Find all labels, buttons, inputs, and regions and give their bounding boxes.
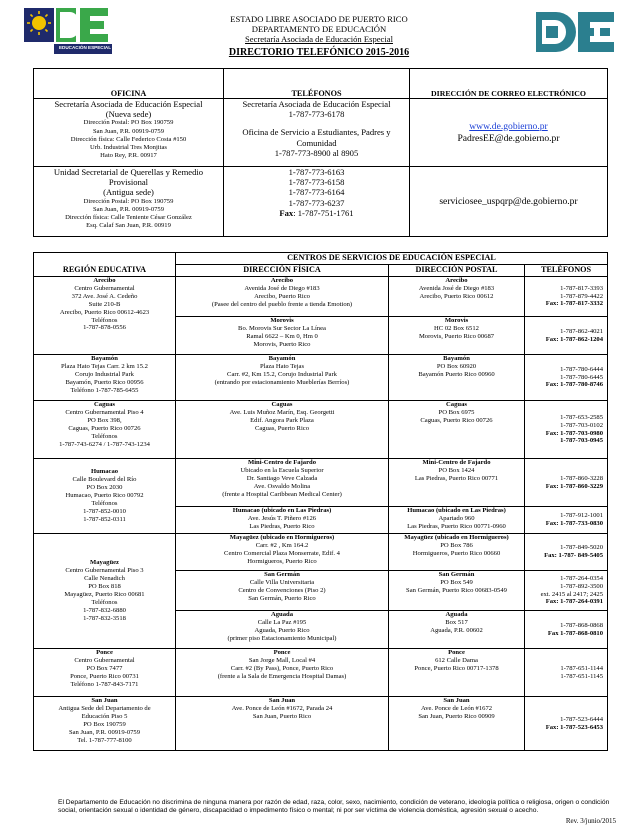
address-line: Box 517	[445, 618, 468, 626]
phone-cell	[525, 611, 608, 649]
region-line: PO Box 398,	[87, 416, 122, 424]
region-line: Centro Gubernamental Piso 3	[65, 567, 144, 575]
address-line: Morovis, Puerto Rico	[253, 340, 311, 348]
postal-cell	[389, 571, 525, 611]
phone-number: 1-787-849-5020	[560, 544, 604, 552]
region-line: PO Box 2030	[86, 484, 123, 492]
phones-line: 1-787-773-6178	[288, 109, 345, 120]
de-logo	[532, 8, 618, 56]
center-name: Mini-Centro de Fajardo	[422, 459, 491, 466]
logo-caption: EDUCACIÓN ESPECIAL	[58, 45, 112, 50]
address-line: Avenida José de Diego #183	[244, 284, 320, 292]
address-line: Bayamón Puerto Rico 00960	[418, 370, 495, 378]
email-address[interactable]: serviciosee_uspqrp@de.gobierno.pr	[439, 195, 578, 207]
phone-cell	[525, 534, 608, 571]
physical-cell	[176, 459, 389, 507]
address-line: Aguada, P.R. 00602	[430, 626, 483, 634]
center-name: Mayagüez (ubicado en Hormigueros)	[404, 534, 509, 541]
fax-number: : 1-787-751-1761	[293, 207, 354, 218]
address-line: PO Box 60920	[436, 362, 477, 370]
region-line: Calle Nenadich	[84, 575, 125, 583]
region-line: 1-787-832-3518	[83, 614, 126, 622]
region-name: Bayamón	[91, 355, 118, 362]
address-line: (frente a Hospital Caribbean Medical Center)	[222, 490, 342, 498]
phones-cell	[224, 99, 410, 167]
phone-cell	[525, 571, 608, 611]
address-line: Ave. Ponce de León #1672	[420, 704, 493, 712]
center-name: San Juan	[443, 697, 470, 704]
phone-number: 1-787-780-6445	[560, 373, 604, 381]
fax-number: Fax: 1-787-860-3229	[545, 482, 604, 490]
center-name: Mini-Centro de Fajardo	[247, 459, 316, 466]
phone-number: 1-787-892-3500	[560, 582, 604, 590]
region-line: Bayamón, Puerto Rico 00956	[65, 378, 144, 386]
address-line: San Juan, Puerto Rico	[252, 712, 312, 720]
center-row	[34, 401, 608, 459]
region-name: Arecibo	[93, 277, 116, 284]
address-line: (frente a la Sala de Emergencia Hospital Damas)	[217, 672, 347, 680]
address-line: Las Piedras, Puerto Rico	[249, 522, 315, 530]
address-line: Apartado 960	[438, 514, 475, 522]
office-line: Esq. Calaf San Juan, P.R. 00919	[86, 222, 171, 230]
address-line: Carr. #2, Km 15.2, Corujo Industrial Park	[227, 370, 337, 378]
center-row	[34, 697, 608, 751]
postal-cell	[389, 277, 525, 317]
region-cell	[34, 649, 176, 697]
address-line: PO Box 6975	[438, 408, 475, 416]
region-line: Educación Piso 5	[81, 712, 128, 720]
center-name: Caguas	[446, 401, 467, 408]
fax-label: Fax	[279, 207, 294, 218]
postal-cell	[389, 401, 525, 459]
address-line: Centro Comercial Plaza Monserrate, Edif. 4	[224, 549, 340, 557]
revision-date: Rev. 3/junio/2015	[565, 817, 616, 825]
address-line: Edif. Angora Park Plaza	[250, 416, 314, 424]
office-name: Unidad Secretarial de Querellas y Remedio	[53, 167, 204, 177]
col-office: OFICINA	[34, 69, 224, 99]
region-cell	[34, 534, 176, 649]
center-name: San Germán	[264, 571, 300, 578]
address-line: Dr. Santiago Veve Calzada	[246, 474, 318, 482]
center-row	[34, 355, 608, 401]
center-name: Bayamón	[443, 355, 470, 362]
col-email	[410, 69, 608, 99]
address-line: (primer piso Estacionamiento Municipal)	[227, 634, 337, 642]
fax-number: Fax: 1-787-817-3332	[545, 300, 604, 308]
phone-number: 1-787-653-2585	[560, 413, 604, 421]
phones-line: 1-787-773-6163	[288, 167, 345, 177]
physical-cell	[176, 355, 389, 401]
address-line: Morovis, Puerto Rico 00687	[418, 332, 495, 340]
region-cell	[34, 277, 176, 355]
address-line: Ave. Ponce de León #1672, Parada 24	[231, 704, 333, 712]
center-row	[34, 459, 608, 507]
address-line: Avenida José de Diego #183	[418, 284, 495, 292]
phones-line: 1-787-773-8900 al 8905	[274, 147, 359, 158]
office-line: Urb. Industrial Tres Monjitas	[90, 144, 167, 152]
col-region	[34, 253, 176, 277]
col-phones: TELÉFONOS	[525, 265, 608, 277]
offices-table	[33, 68, 608, 237]
office-line: Hato Rey, P.R. 00917	[100, 152, 157, 160]
website-link[interactable]: www.de.gobierno.pr	[469, 120, 548, 132]
department-title: DEPARTAMENTO DE EDUCACIÓN	[251, 24, 387, 34]
fax-number: Fax: 1-787- 849-5405	[544, 552, 604, 559]
address-line: Plaza Hato Tejas	[259, 362, 305, 370]
address-line: PO Box 1424	[438, 466, 475, 474]
address-line: Caguas, Puerto Rico 00726	[420, 416, 493, 424]
address-line: Hormigueros, Puerto Rico	[247, 557, 317, 565]
phones-spacer	[225, 119, 408, 127]
office-row	[34, 167, 608, 237]
physical-cell	[176, 571, 389, 611]
center-name: Morovis	[270, 317, 294, 324]
phones-cell	[224, 167, 410, 237]
address-line: HC 02 Box 6512	[434, 324, 479, 332]
phone-cell	[525, 649, 608, 697]
region-line: Humacao, Puerto Rico 00792	[65, 492, 144, 500]
region-header: REGIÓN EDUCATIVA	[62, 265, 147, 274]
region-line: Teléfonos	[91, 499, 118, 507]
center-name: San Germán	[438, 571, 475, 578]
region-line: Centro Gubernamental	[74, 656, 135, 664]
region-line: Teléfono 1-787-785-6455	[70, 386, 139, 394]
region-line: Centro Gubernamental Piso 4	[65, 408, 144, 416]
phone-number: 1-787-523-6444	[560, 715, 604, 723]
address-line: PO Box 549	[440, 578, 473, 586]
phone-cell	[525, 401, 608, 459]
region-line: 372 Ave. José A. Cedeño	[71, 292, 138, 300]
address-line: Caguas, Puerto Rico	[254, 424, 310, 432]
phone-cell	[525, 507, 608, 534]
region-name: Mayagüez	[90, 559, 119, 567]
office-name: Secretaría Asociada de Educación Especial	[54, 99, 203, 109]
non-discrimination-notice: El Departamento de Educación no discrimina de ninguna manera por razón de edad, raza, color, sexo, nacimiento, condición de veterano, ideología política o religiosa, origen o condición social, orientación sexual o identidad de género, discapacidad o impedimento físico o mental; ni por ser víctima de violencia doméstica, agresión sexual o acecho.	[58, 799, 610, 815]
phone-number: 1-787-651-1144	[560, 664, 604, 672]
center-name: Arecibo	[270, 277, 294, 284]
region-line: Mayagüez, Puerto Rico 00681	[64, 591, 145, 598]
region-cell	[34, 401, 176, 459]
center-name: Caguas	[271, 401, 293, 408]
fax-number: Fax: 1-787-523-6453	[545, 723, 604, 731]
office-row	[34, 99, 608, 167]
address-line: 612 Calle Dama	[435, 656, 478, 664]
email-cell	[410, 167, 608, 237]
center-name: Aguada	[271, 611, 293, 618]
phones-line: 1-787-773-6158	[288, 177, 345, 188]
fax-number: 1-787-703-0945	[560, 437, 604, 445]
address-line: Arecibo, Puerto Rico 00612	[419, 292, 494, 300]
physical-cell	[176, 649, 389, 697]
region-line: PO Box 7477	[86, 664, 123, 672]
phone-number: 1-787-817-3393	[560, 284, 604, 292]
physical-cell	[176, 401, 389, 459]
center-row	[34, 277, 608, 317]
phone-number: 1-787-912-1001	[560, 512, 604, 520]
region-line: PO Box 190759	[83, 720, 126, 728]
fax-number: Fax: 1-787-733-0830	[545, 520, 604, 527]
address-line: Centro de Convenciones (Piso 2)	[238, 586, 326, 594]
col-phones: TELÉFONOS	[224, 69, 410, 99]
center-name: Arecibo	[445, 277, 468, 284]
postal-cell	[389, 317, 525, 355]
fax-number: Fax: 1-787-703-0980	[545, 429, 604, 437]
region-name: Ponce	[96, 649, 113, 656]
physical-cell	[176, 317, 389, 355]
email-address[interactable]: PadresEE@de.gobierno.pr	[457, 132, 560, 144]
region-line: Caguas, Puerto Rico 00726	[68, 424, 141, 432]
address-line: Bo. Morovis Sur Sector La Línea	[238, 324, 326, 332]
region-line: 1-787-852-0311	[83, 515, 126, 523]
col-physical: DIRECCIÓN FÍSICA	[176, 265, 389, 277]
office-cell	[34, 99, 224, 167]
address-line: PO Box 786	[440, 541, 473, 549]
address-line: Ave. Osvaldo Molina	[253, 482, 311, 490]
phones-line: Oficina de Servicio a Estudiantes, Padres y	[242, 127, 391, 138]
region-line: Calle Boulevard del Río	[72, 476, 137, 484]
phones-line: 1-787-773-6237	[288, 197, 345, 208]
address-line: San Germán, Puerto Rico	[248, 594, 316, 602]
phones-line: 1-787-773-6164	[288, 187, 345, 198]
region-line: Teléfono 1-787-843-7171	[70, 680, 139, 688]
phone-cell	[525, 277, 608, 317]
region-line: Antigua Sede del Departamento de	[58, 704, 151, 712]
phones-line: Comunidad	[296, 137, 337, 148]
region-line: Corujo Industrial Park	[75, 370, 134, 378]
region-line: Ponce, Puerto Rico 00731	[70, 672, 139, 680]
region-line: Teléfonos	[91, 432, 118, 440]
address-line: (entrando por estacionamiento Mueblerías Berríos)	[214, 378, 350, 386]
region-line: San Juan, P.R. 00919-0759	[68, 728, 141, 736]
address-line: Ponce, Puerto Rico 00717-1378	[414, 664, 499, 672]
center-row	[34, 649, 608, 697]
office-line: Dirección Postal: PO Box 190759	[83, 119, 174, 127]
center-name: Aguada	[445, 611, 468, 618]
subdepartment-title: Secretaría Asociada de Educación Especial	[245, 34, 393, 44]
office-subname: (Antigua sede)	[103, 187, 154, 198]
region-cell	[34, 355, 176, 401]
center-name: Ponce	[448, 649, 465, 656]
phone-cell	[525, 355, 608, 401]
center-name: Bayamón	[268, 355, 296, 362]
fax-number: Fax 1-787-868-0810	[547, 629, 604, 637]
phone-number: 1-787-264-0354	[560, 574, 604, 582]
region-line: Centro Gubernamental	[74, 284, 135, 292]
phone-cell	[525, 459, 608, 507]
region-cell	[34, 459, 176, 534]
phone-cell	[525, 317, 608, 355]
postal-cell	[389, 459, 525, 507]
phone-number: 1-787-862-4021	[560, 327, 604, 335]
address-line: San Jorge Mall, Local #4	[248, 656, 316, 664]
fax-number: Fax: 1-787-780-8746	[545, 381, 604, 389]
centers-title: CENTROS DE SERVICIOS DE EDUCACIÓN ESPECIAL	[176, 253, 608, 265]
office-line: Dirección física: Calle Teniente César González	[65, 214, 192, 222]
phones-line: Secretaría Asociada de Educación Especial	[242, 99, 391, 109]
region-line: Suite 210-B	[88, 300, 121, 308]
region-line: Teléfonos	[91, 598, 118, 606]
address-line: Arecibo, Puerto Rico	[254, 292, 310, 300]
phone-extension: ext. 2415 al 2417; 2425	[540, 590, 604, 598]
physical-cell	[176, 697, 389, 751]
office-line: Dirección Postal: PO Box 190759	[83, 197, 174, 205]
address-line: Ave. Jesús T. Piñero #126	[247, 514, 317, 522]
address-line: Calle Villa Universitaria	[249, 578, 315, 586]
phone-number: 1-787-868-0868	[560, 621, 604, 629]
phone-number: 1-787-651-1145	[560, 672, 604, 680]
region-line: PO Box 818	[88, 583, 121, 591]
office-subname: Provisional	[108, 177, 149, 188]
region-line: Teléfonos	[91, 316, 118, 324]
postal-cell	[389, 507, 525, 534]
address-line: Aguada, Puerto Rico	[254, 626, 310, 634]
address-line: Hormigueros, Puerto Rico 00660	[412, 549, 501, 557]
fax-number: Fax: 1-787-264-0391	[545, 598, 604, 606]
physical-cell	[176, 534, 389, 571]
address-line: San Germán, Puerto Rico 00683-0549	[406, 586, 507, 594]
address-line: Las Piedras, Puerto Rico 00771	[414, 474, 499, 482]
fax-number: Fax: 1-787-862-1204	[545, 335, 604, 343]
address-line: Carr. #2 (By Pass), Ponce, Puerto Rico	[230, 664, 334, 672]
phone-number: 1-787-703-0102	[560, 421, 604, 429]
office-line: San Juan, P.R. 00919-0759	[92, 127, 165, 135]
phone-number: 1-787-780-6444	[560, 365, 604, 373]
postal-cell	[389, 697, 525, 751]
postal-cell	[389, 649, 525, 697]
center-row	[34, 534, 608, 571]
region-line: 1-787-878-0556	[83, 324, 126, 332]
center-name: Mayagüez (ubicado en Hormigueros)	[229, 534, 335, 541]
physical-cell	[176, 507, 389, 534]
address-line: Las Piedras, Puerto Rico 00771-0960	[407, 522, 506, 530]
region-line: 1-787-832-6880	[83, 606, 126, 614]
region-line: Arecibo, Puerto Rico 00612-4623	[59, 308, 150, 316]
region-cell	[34, 697, 176, 751]
address-line: Ramal 6622 – Km 0, Hm 0	[246, 332, 318, 340]
address-line: (Pasee del centro del pueblo frente a tienda Emotion)	[211, 300, 353, 308]
postal-cell	[389, 355, 525, 401]
centers-table	[33, 252, 608, 751]
physical-cell	[176, 277, 389, 317]
government-title: ESTADO LIBRE ASOCIADO DE PUERTO RICO	[230, 14, 408, 24]
office-line: Dirección física: Calle Federico Costa #150	[70, 135, 187, 143]
address-line: Carr. #2 , Km 164.2	[255, 541, 309, 549]
office-cell	[34, 167, 224, 237]
center-name: Humacao (ubicado en Las Piedras)	[232, 507, 332, 514]
center-name: Humacao (ubicado en Las Piedras)	[407, 507, 506, 514]
region-name: Humacao	[90, 468, 119, 476]
col-postal: DIRECCIÓN POSTAL	[389, 265, 525, 277]
center-name: Morovis	[444, 317, 469, 324]
region-line: 1-787-743-6274 / 1-787-743-1234	[59, 440, 150, 448]
phone-cell	[525, 697, 608, 751]
address-line: Ubicado en la Escuela Superior	[240, 466, 324, 474]
region-line: Plaza Hato Tejas Carr. 2 km 15.2	[61, 362, 148, 370]
email-cell	[410, 99, 608, 167]
region-name: San Juan	[91, 697, 118, 704]
office-line: San Juan, P.R. 00919-0759	[92, 205, 165, 213]
directory-title: DIRECTORIO TELEFÓNICO 2015-2016	[228, 47, 410, 58]
region-line: Tel. 1-787-777-8100	[77, 736, 132, 744]
center-name: San Juan	[268, 697, 296, 704]
address-line: Calle La Paz #195	[257, 618, 307, 626]
phone-number: 1-787-860-3228	[560, 474, 604, 482]
postal-cell	[389, 534, 525, 571]
phone-number: 1-787-879-4422	[560, 292, 604, 300]
physical-cell	[176, 611, 389, 649]
region-line: 1-787-852-0010	[83, 507, 126, 515]
office-subname: (Nueva sede)	[105, 109, 152, 120]
center-name: Ponce	[273, 649, 291, 656]
region-name: Caguas	[94, 401, 115, 408]
email-header: DIRECCIÓN DE CORREO ELECTRÓNICO	[431, 89, 586, 98]
fax-line	[225, 208, 408, 218]
address-line: San Juan, Puerto Rico 00909	[418, 712, 495, 720]
address-line: Ave. Luis Muñoz Marín, Esq. Georgetti	[229, 408, 335, 416]
postal-cell	[389, 611, 525, 649]
